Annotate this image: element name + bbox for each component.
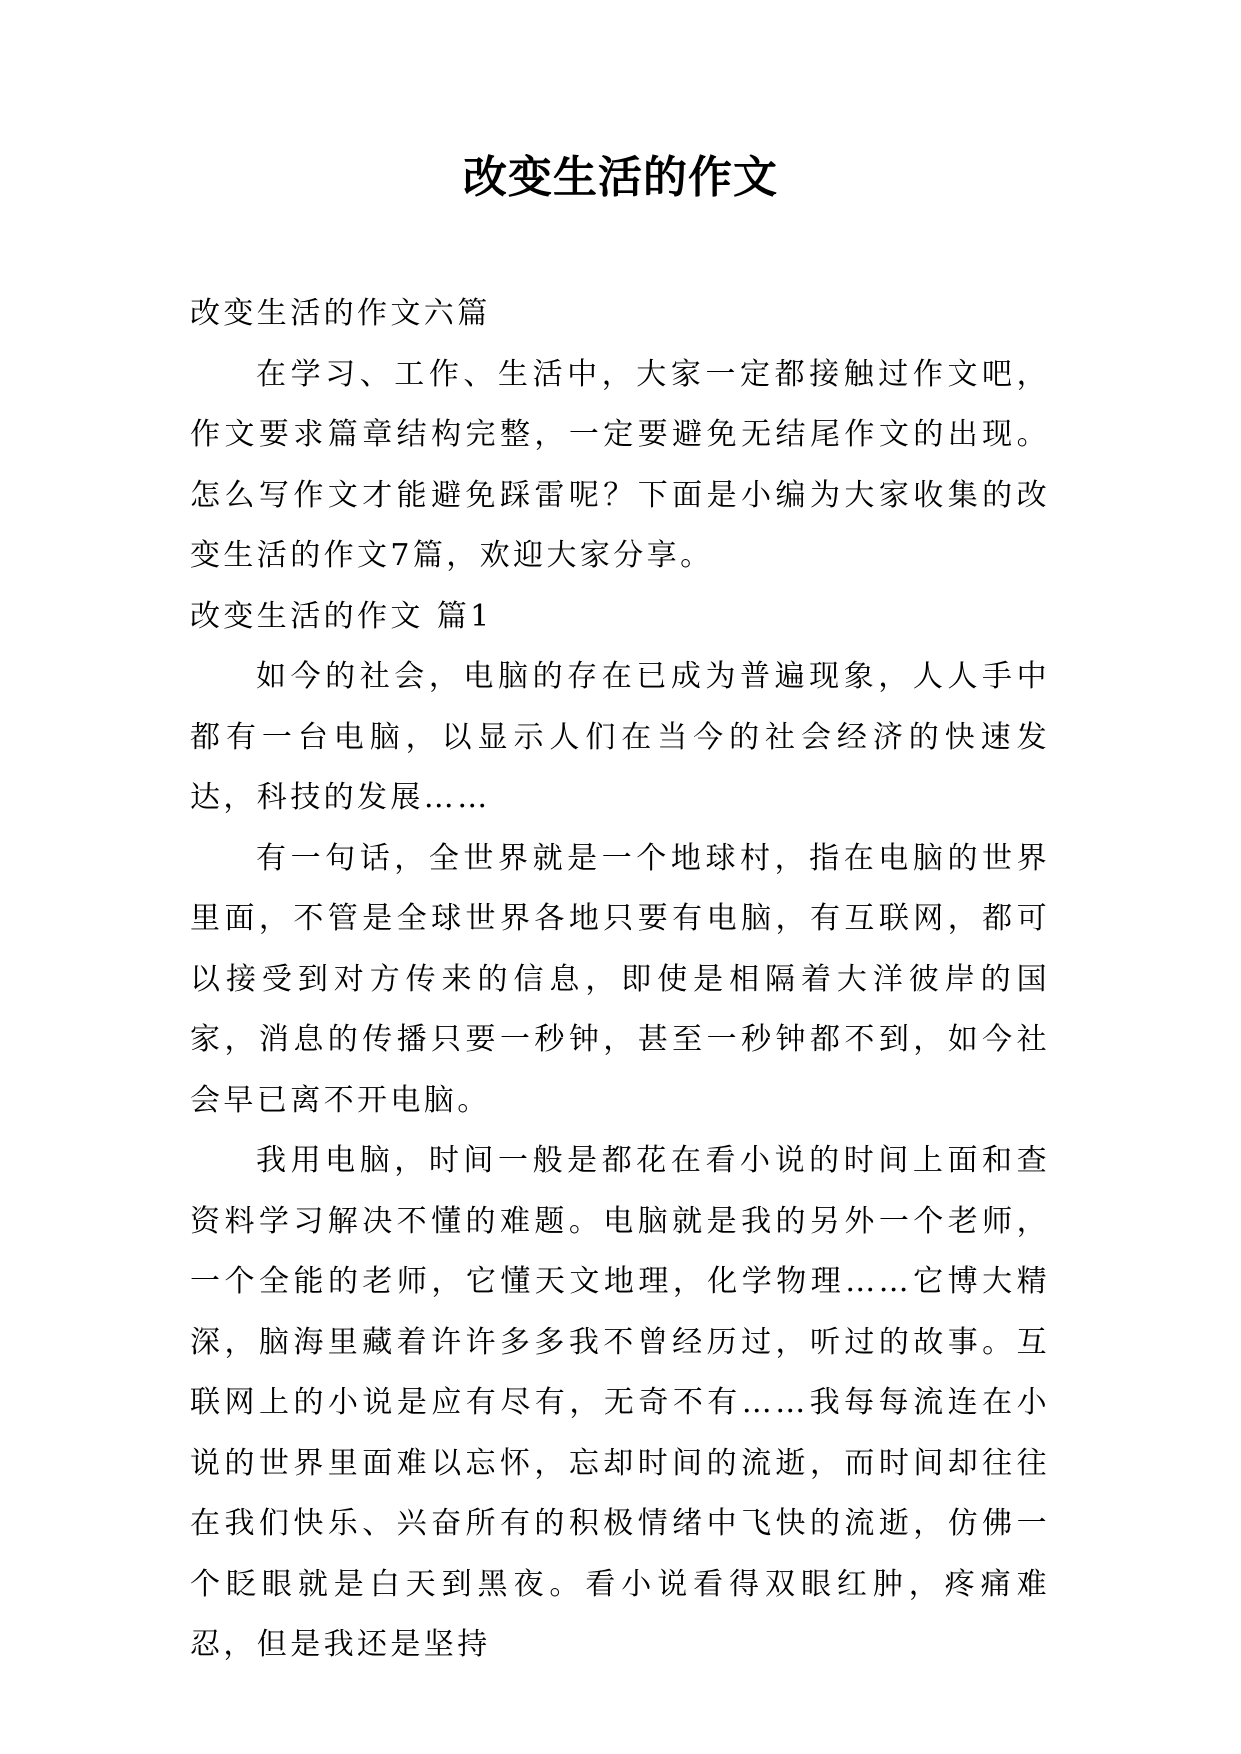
body-paragraph: 我用电脑，时间一般是都花在看小说的时间上面和查资料学习解决不懂的难题。电脑就是我的另外一个老师，一个全能的老师，它懂天文地理，化学物理……它博大精深，脑海里藏着许许多多我不曾经历过，听过的故事。互联网上的小说是应有尽有，无奇不有……我每每流连在小说的世界里面难以忘怀，忘却时间的流逝，而时间却往往在我们快乐、兴奋所有的积极情绪中飞快的流逝，仿佛一个眨眼就是白天到黑夜。看小说看得双眼红肿，疼痛难忍，但是我还是坚持: [190, 1143, 1050, 1662]
document-title: 改变生活的作文: [463, 152, 778, 203]
body-paragraph: 有一句话，全世界就是一个地球村，指在电脑的世界里面，不管是全球世界各地只要有电脑，有互联网，都可以接受到对方传来的信息，即使是相隔着大洋彼岸的国家，消息的传播只要一秒钟，甚至一秒钟都不到，如今社会早已离不开电脑。: [190, 840, 1050, 1118]
document-body: [190, 284, 1050, 1676]
document-subtitle: 改变生活的作文六篇: [190, 296, 491, 331]
body-paragraph: 如今的社会，电脑的存在已成为普遍现象，人人手中都有一台电脑，以显示人们在当今的社会经济的快速发达，科技的发展……: [190, 659, 1050, 815]
section-heading: 改变生活的作文 篇1: [190, 598, 493, 634]
intro-paragraph: 在学习、工作、生活中，大家一定都接触过作文吧，作文要求篇章结构完整，一定要避免无结尾作文的出现。怎么写作文才能避免踩雷呢？下面是小编为大家收集的改变生活的作文7篇，欢迎大家分享。: [190, 356, 1050, 573]
